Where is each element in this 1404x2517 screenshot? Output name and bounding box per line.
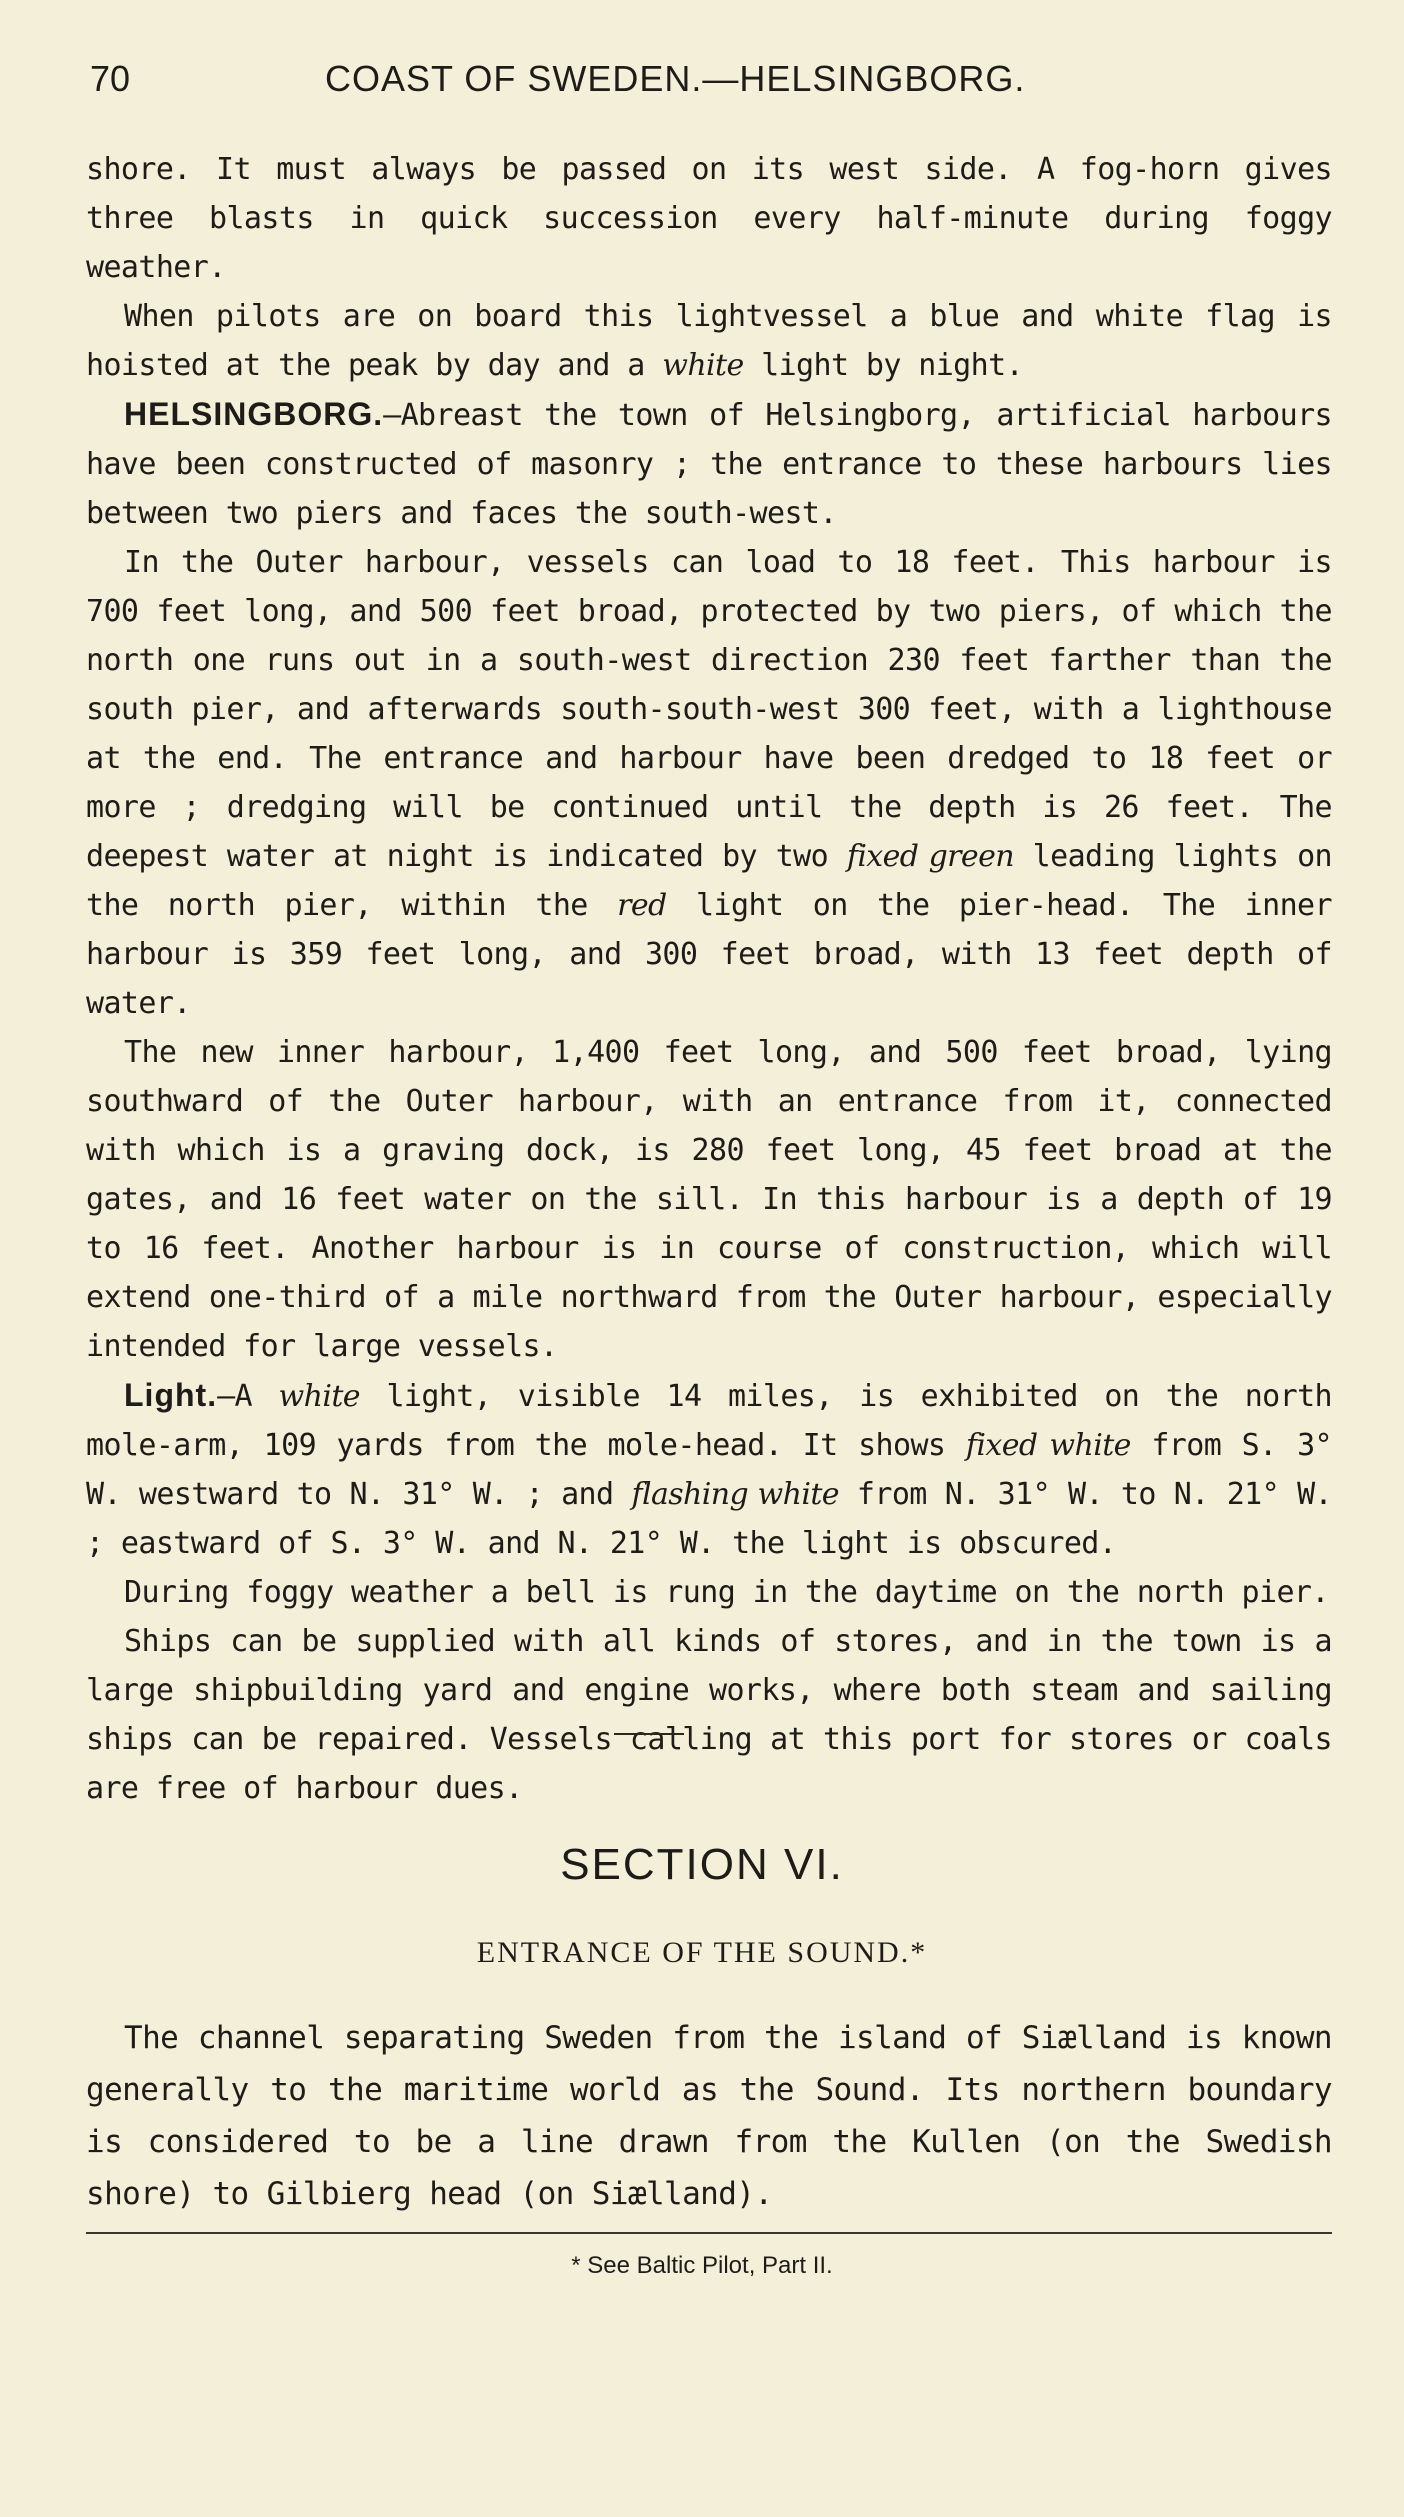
paragraph-helsingborg-text: —Abreast the town of Helsingborg, artificial harbours have been constructed of masonry ; the entrance to these harbours lies between two piers and faces the south-west. — [86, 398, 1332, 531]
section-divider — [614, 1733, 684, 1735]
paragraph-shore: shore. It must always be passed on its west side. A fog-horn gives three blasts in quick succession every half-minute during foggy weather. — [86, 152, 1332, 285]
footnote-rule — [86, 2232, 1332, 2234]
paragraph-fog-bell: During foggy weather a bell is rung in the daytime on the north pier. — [124, 1575, 1329, 1610]
paragraph-pilots-end: light by night. — [743, 348, 1024, 383]
running-title: COAST OF SWEDEN.—HELSINGBORG. — [325, 58, 1026, 99]
paragraph-new-inner-harbour: The new inner harbour, 1,400 feet long, and 500 feet broad, lying southward of the Outer harbour, with an entrance from it, connected with which is a graving dock, is 280 feet long, 45 feet broad at the gates, and 16 feet water on the sill. In this harbour is a depth of 19 to 16 feet. Another harbour is in course of construction, which will extend one-third of a mile northward from the Outer harbour, especially intended for large vessels. — [86, 1035, 1332, 1364]
page-header — [90, 58, 1350, 118]
paragraph-light-text-b: light, visible 14 miles, is exhibited on the north mole-arm, 109 yards from the mole-head. It shows — [86, 1379, 1332, 1463]
paragraph-stores: Ships can be supplied with all kinds of stores, and in the town is a large shipbuilding yard and engine works, where both steam and sailing ships can be repaired. Vessels calling at this port for stores or coals are free of harbour dues. — [86, 1624, 1332, 1806]
section-subtitle: ENTRANCE OF THE SOUND.* — [476, 1936, 928, 1969]
paragraph-helsingborg — [86, 390, 1332, 538]
section-title: SECTION VI. — [560, 1840, 844, 1889]
paragraph-sound: The channel separating Sweden from the island of Siælland is known generally to the maritime world as the Sound. Its northern boundary is considered to be a line drawn from the Kullen (on the Swedish shore) to Gilbierg head (on Siælland). — [86, 2020, 1332, 2212]
inline-heading-helsingborg: HELSINGBORG. — [124, 396, 384, 432]
body-text — [86, 145, 1332, 1813]
paragraph-light-text-a: —A — [217, 1379, 279, 1414]
inline-heading-light: Light. — [124, 1377, 218, 1413]
section-body — [86, 2012, 1332, 2220]
paragraph-outer-harbour-end: light on the pier-head. The inner harbour is 359 feet long, and 300 feet broad, with 13 feet depth of water. — [86, 888, 1332, 1021]
emphasis-light-white: white — [278, 1379, 360, 1414]
paragraph-light — [86, 1371, 1332, 1568]
emphasis-flashing-white: flashing white — [631, 1477, 839, 1512]
paragraph-pilots — [86, 292, 1332, 390]
paragraph-outer-harbour-mid: leading lights on the north pier, within the — [86, 839, 1332, 923]
paragraph-pilots-text: When pilots are on board this lightvessel a blue and white flag is hoisted at the peak by day and a — [86, 299, 1332, 383]
paragraph-light-text-c: from S. 3° W. westward to N. 31° W. ; and — [86, 1428, 1332, 1512]
emphasis-fixed-green: fixed green — [846, 839, 1014, 874]
emphasis-white: white — [662, 348, 744, 383]
paragraph-light-text-d: from N. 31° W. to N. 21° W. ; eastward of S. 3° W. and N. 21° W. the light is obscured. — [86, 1477, 1332, 1561]
paragraph-outer-harbour-text: In the Outer harbour, vessels can load to 18 feet. This harbour is 700 feet long, and 500 feet broad, protected by two piers, of which the north one runs out in a south-west direction 230 feet farther than the south pier, and afterwards south-south-west 300 feet, with a lighthouse at the end. The entrance and harbour have been dredged to 18 feet or more ; dredging will be continued until the depth is 26 feet. The deepest water at night is indicated by two — [86, 545, 1332, 874]
emphasis-fixed-white: fixed white — [965, 1428, 1131, 1463]
footnote: * See Baltic Pilot, Part II. — [571, 2252, 833, 2279]
emphasis-red: red — [617, 888, 667, 923]
page-number: 70 — [90, 58, 131, 99]
paragraph-outer-harbour — [86, 538, 1332, 1028]
